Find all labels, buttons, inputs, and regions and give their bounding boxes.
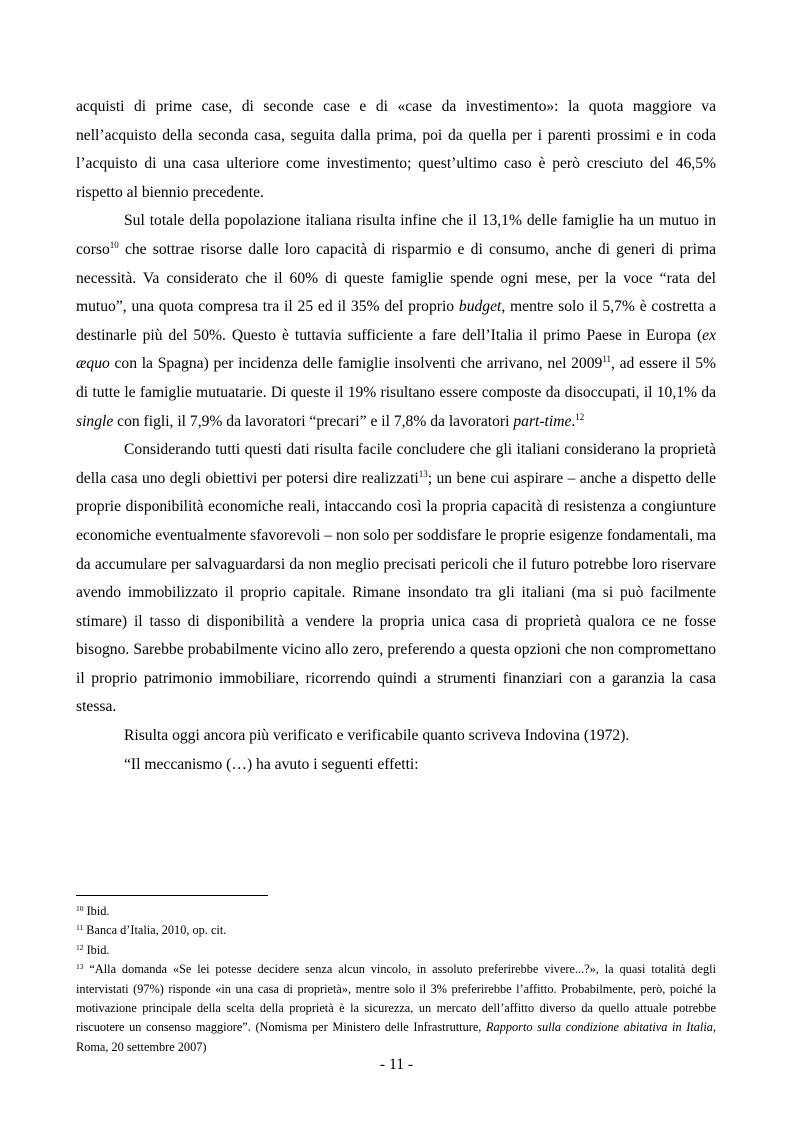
footnote-text: , Roma, 20 settembre 2007)	[76, 1020, 716, 1054]
footnote-12	[76, 941, 716, 960]
footnote-ref-13[interactable]: 13	[418, 468, 428, 479]
footnote-10	[76, 902, 716, 921]
footnote-number: 10	[76, 904, 84, 913]
italic-term: budget	[458, 298, 502, 316]
paragraph-quote-start	[76, 751, 716, 780]
paragraph-mortgage-households	[76, 207, 716, 436]
paragraph-text: Considerando tutti questi dati risulta facile concludere che gli italiani considerano la proprietà della casa uno degli obiettivi per potersi dire realizzati	[76, 441, 716, 487]
footnote-13	[76, 960, 716, 1057]
paragraph-home-ownership	[76, 436, 716, 722]
paragraph-text: acquisti di prime case, di seconde case e di «case da investimento»: la quota maggiore va nell’acquisto della seconda casa, seguita dalla prima, poi da quella per i parenti prossimi e in coda l’acquisto di una casa ulteriore come investimento; quest’ultimo caso è però cresciuto del 46,5% rispetto al biennio precedente.	[76, 98, 716, 201]
footnote-ref-10[interactable]: 10	[109, 239, 119, 250]
footnote-text: Banca d’Italia, 2010, op. cit.	[83, 923, 227, 938]
paragraph-text: che sottrae risorse dalle loro capacità di risparmio e di consumo, anche di generi di prima necessità. Va considerato che il 60% di queste famiglie spende ogni mese, per la voce “rata del mutuo”, una quota compresa tra il 25 ed il 35% del proprio	[76, 240, 716, 316]
italic-term: ex æquo	[76, 326, 716, 373]
paragraph-text: Sul totale della popolazione italiana risulta infine che il 13,1% delle famiglie ha un mutuo in corso	[76, 212, 716, 258]
footnote-number: 11	[76, 923, 84, 933]
paragraph-indovina	[76, 722, 716, 751]
footnote-number: 12	[76, 942, 84, 952]
footnote-ref-11[interactable]: 11	[602, 354, 611, 365]
italic-term: part-time	[513, 412, 572, 430]
paragraph-continued	[76, 93, 716, 207]
paragraph-text: ; un bene cui aspirare – anche a dispetto delle proprie disponibilità economiche reali, intaccando così la propria capacità di resistenza a congiunture economiche eventualmente sfavorevoli – non solo per soddisfare le proprie esigenze fondamentali, ma da accumulare per salvaguardarsi da non meglio precisati pericoli che il futuro potrebbe loro riservare avendo immobilizzato il proprio capitale. Rimane insondato tra gli italiani (ma si può facilmente stimare) il tasso di disponibilità a vendere la propria unica casa di proprietà qualora ce ne fosse bisogno. Sarebbe probabilmente vicino allo zero, preferendo a questa opzioni che non compromettano il proprio patrimonio immobiliare, ricorrendo quindi a strumenti finanziari con a garanzia la casa stessa.	[76, 469, 716, 716]
paragraph-text: con la Spagna) per incidenza delle famiglie insolventi che arrivano, nel 2009	[109, 355, 603, 373]
paragraph-text: .	[571, 412, 576, 430]
footnotes	[76, 902, 716, 1057]
footnote-text: Ibid.	[83, 942, 110, 957]
footnote-separator	[76, 895, 268, 896]
paragraph-text: Risulta oggi ancora più verificato e verificabile quanto scriveva Indovina (1972).	[124, 727, 630, 745]
page-number: - 11 -	[379, 1056, 414, 1073]
italic-term: single	[76, 412, 114, 430]
footnote-text: Ibid.	[83, 904, 110, 918]
paragraph-text: , mentre solo il 5,7% è costretta a destinarle più del 50%. Questo è tuttavia sufficiente a fare dell’Italia il primo Paese in Europa (	[76, 298, 716, 344]
body-text	[76, 93, 716, 779]
footnote-ref-12[interactable]: 12	[575, 411, 585, 422]
paragraph-text: con figli, il 7,9% da lavoratori “precari” e il 7,8% da lavoratori	[113, 412, 514, 430]
footnote-italic-title: Rapporto sulla condizione abitativa in Italia	[486, 1020, 713, 1035]
footnote-11	[76, 921, 716, 940]
footnote-number: 13	[76, 962, 84, 972]
paragraph-text: “Il meccanismo (…) ha avuto i seguenti effetti:	[124, 755, 419, 773]
footnote-text: “Alla domanda «Se lei potesse decidere senza alcun vincolo, in assoluto preferirebbe vivere...?», la quasi totalità degli intervistati (97%) risponde «in una casa di proprietà», mentre solo il 3% preferirebbe l’affitto. Probabilmente, però, poiché la motivazione principale della scelta della proprietà è la sicurezza, un mercato dell’affitto diverso da quello attuale potrebbe riscuotere un consenso maggiore”. (Nomisma per Ministero delle Infrastrutture,	[76, 962, 716, 1035]
paragraph-text: , ad essere il 5% di tutte le famiglie mutuatarie. Di queste il 19% risultano essere composte da disoccupati, il 10,1% da	[76, 355, 716, 401]
